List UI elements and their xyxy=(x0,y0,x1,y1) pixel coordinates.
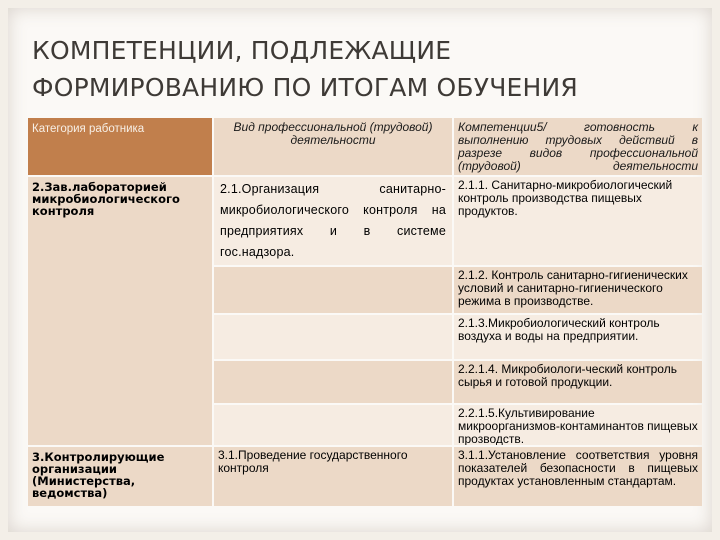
empty-cell xyxy=(214,315,452,359)
title-line-1: КОМПЕТЕНЦИИ, ПОДЛЕЖАЩИЕ xyxy=(32,36,452,65)
slide-title xyxy=(32,32,692,106)
title-line-2: ФОРМИРОВАНИЮ ПО ИТОГАМ ОБУЧЕНИЯ xyxy=(32,73,578,102)
row1-activity: 2.1.Организация санитарно-микробиологического контроля на предприятиях и в системе гос.надзора. xyxy=(214,177,452,265)
competence-2-2-1-5: 2.2.1.5.Культивирование микроорганизмов-контаминантов пищевых прозводств. xyxy=(454,405,702,445)
competence-3-1-1: 3.1.1.Установление соответствия уровня показателей безопасности в пищевых продуктах установленным стандартам. xyxy=(454,447,702,506)
competence-table xyxy=(28,118,702,506)
competence-2-1-2: 2.1.2. Контроль санитарно-гигиенических условий и санитарно-гигиенического режима в производстве. xyxy=(454,267,702,313)
competence-2-1-1: 2.1.1. Санитарно-микробиологический контроль производства пищевых продуктов. xyxy=(454,177,702,265)
row1-category: 2.Зав.лабораторией микробиологического контроля xyxy=(28,177,212,445)
competence-2-2-1-4: 2.2.1.4. Микробиологи-ческий контроль сырья и готовой продукции. xyxy=(454,361,702,403)
row2-category: 3.Контролирующие организации (Министерства, ведомства) xyxy=(28,447,212,506)
empty-cell xyxy=(214,361,452,403)
competence-2-1-3: 2.1.3.Микробиологический контроль воздуха и воды на предприятии. xyxy=(454,315,702,359)
header-activity: Вид профессиональной (трудовой) деятельности xyxy=(214,118,452,175)
empty-cell xyxy=(214,267,452,313)
header-competence: Компетенции5/ готовность к выполнению трудовых действий в разрезе видов профессиональной (трудовой) деятельности xyxy=(454,118,702,175)
header-category: Категория работника xyxy=(28,118,212,175)
row2-activity: 3.1.Проведение государственного контроля xyxy=(214,447,452,506)
empty-cell xyxy=(214,405,452,445)
